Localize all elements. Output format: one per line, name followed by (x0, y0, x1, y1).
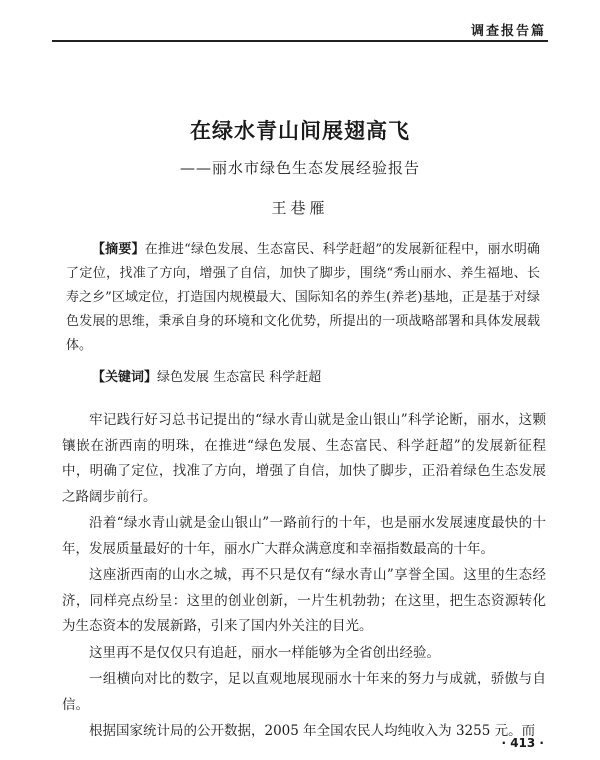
header-rule (52, 40, 548, 42)
body-paragraph: 牢记践行好习总书记提出的“绿水青山就是金山银山”科学论断，丽水，这颗镶嵌在浙西南的明珠，在推进“绿色发展、生态富民、科学赶超”的发展新征程中，明确了定位，找准了方向，增强了自信，加快了脚步，正沿着绿色生态发展之路阔步前行。 (62, 412, 546, 505)
abstract (66, 238, 540, 358)
body-paragraph: 这座浙西南的山水之城，再不只是仅有“绿水青山”享誉全国。这里的生态经济，同样亮点纷呈：这里的创业创新，一片生机勃勃；在这里，把生态资源转化为生态资本的发展新路，引来了国内外关注的目光。 (62, 567, 546, 634)
abstract-label: 【摘要】 (92, 242, 145, 257)
page-number: · 413 · (501, 736, 544, 750)
keywords-text: 绿色发展 生态富民 科学赶超 (157, 370, 322, 385)
abstract-text: 在推进“绿色发展、生态富民、科学赶超”的发展新征程中，丽水明确了定位，找准了方向，增强了自信，加快了脚步，围绕“秀山丽水、养生福地、长寿之乡”区域定位，打造国内规模最大、国际知名的养生(养老)基地，正是基于对绿色发展的思维，秉承自身的环境和文化优势，所提出的一项战略部署和具体发展载体。 (66, 242, 540, 353)
body-paragraph: 这里再不是仅仅只有追赶，丽水一样能够为全省创出经验。 (89, 644, 440, 661)
keywords-label: 【关键词】 (92, 370, 158, 385)
body-paragraph: 根据国家统计局的公开数据，2005 年全国农民人均纯收入为 3255 元。而 (89, 723, 536, 739)
body-paragraph: 一组横向对比的数字，足以直观地展现丽水十年来的努力与成就，骄傲与自信。 (62, 671, 546, 713)
article-title: 在绿水青山间展翅高飞 (190, 118, 410, 143)
keywords (66, 366, 540, 390)
running-header: 调查报告篇 (470, 24, 546, 39)
abstract-paragraph (66, 238, 540, 358)
body-paragraph: 沿着“绿水青山就是金山银山”一路前行的十年，也是丽水发展速度最快的十年，发展质量最好的十年，丽水广大群众满意度和幸福指数最高的十年。 (62, 515, 546, 557)
body-text (62, 408, 546, 746)
article-author: 王巷雁 (271, 199, 329, 217)
article-subtitle: ——丽水市绿色生态发展经验报告 (179, 159, 420, 177)
